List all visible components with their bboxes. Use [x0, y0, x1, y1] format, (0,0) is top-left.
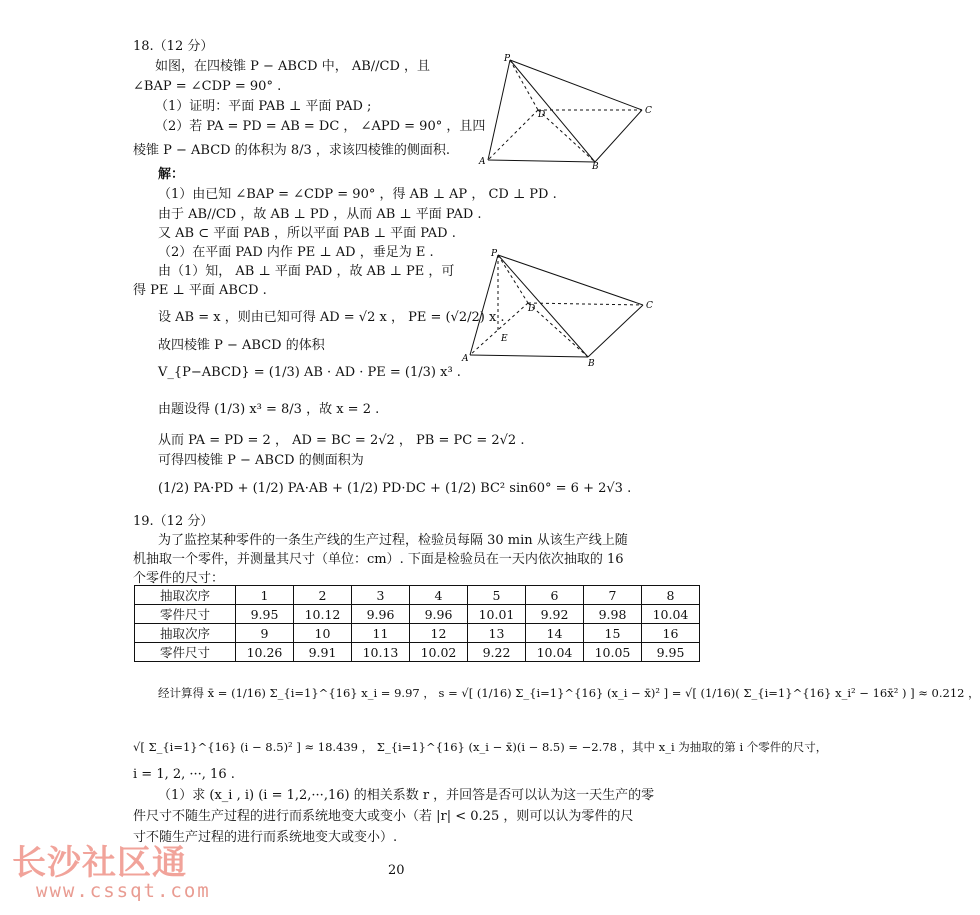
formula-line: i = 1, 2, ···, 16 .: [133, 767, 235, 782]
label-D: D: [528, 304, 536, 314]
table-row: [135, 586, 700, 605]
q19-header: 19.（12 分）: [133, 514, 214, 529]
pyramid-figure-1: [470, 50, 660, 170]
table-cell: 9.98: [584, 605, 642, 624]
table-cell: 9.22: [468, 643, 526, 662]
table-cell: 10.01: [468, 605, 526, 624]
table-cell: 10: [294, 624, 352, 643]
table-cell: 零件尺寸: [135, 605, 236, 624]
q19-part1-line: 寸不随生产过程的进行而系统地变大或变小）.: [133, 830, 398, 845]
label-D: D: [538, 110, 546, 120]
table-cell: 7: [584, 586, 642, 605]
table-cell: 6: [526, 586, 584, 605]
q19-line: 为了监控某种零件的一条生产线的生产过程，检验员每隔 30 min 从该生产线上随: [158, 533, 628, 548]
table-cell: 10.12: [294, 605, 352, 624]
solution-line: （2）在平面 PAD 内作 PE ⊥ AD ，垂足为 E .: [158, 245, 434, 260]
parts-table-2: [134, 623, 700, 662]
pyramid-figure-2: [458, 245, 658, 370]
solution-line: 得 PE ⊥ 平面 ABCD .: [133, 283, 267, 298]
table-cell: 11: [352, 624, 410, 643]
parts-table-1: [134, 585, 700, 624]
solution-line: 由题设得 (1/3) x³ = 8/3 ，故 x = 2 .: [158, 402, 380, 417]
label-C: C: [646, 301, 653, 311]
table-cell: 9.95: [642, 643, 700, 662]
label-A: A: [479, 157, 486, 167]
table-cell: 2: [294, 586, 352, 605]
solution-line: 又 AB ⊂ 平面 PAB ，所以平面 PAB ⊥ 平面 PAD .: [158, 226, 456, 241]
table-cell: 1: [236, 586, 294, 605]
label-A: A: [462, 354, 469, 364]
label-C: C: [645, 106, 652, 116]
q19-line: 个零件的尺寸：: [133, 571, 225, 586]
table-cell: 9.96: [410, 605, 468, 624]
table-row: [135, 605, 700, 624]
q18-line: ∠BAP = ∠CDP = 90° .: [133, 79, 282, 94]
solution-line: V_{P−ABCD} = (1/3) AB · AD · PE = (1/3) x³ .: [158, 365, 461, 380]
q19-line: 机抽取一个零件，并测量其尺寸（单位：cm）. 下面是检验员在一天内依次抽取的 16: [133, 552, 624, 567]
table-cell: 14: [526, 624, 584, 643]
q18-line: 如图，在四棱锥 P − ABCD 中， AB//CD ，且: [155, 59, 431, 74]
table-cell: 9: [236, 624, 294, 643]
table-cell: 10.05: [584, 643, 642, 662]
solution-line: 故四棱锥 P − ABCD 的体积: [158, 338, 325, 353]
table-cell: 10.04: [642, 605, 700, 624]
q18-line: （1）证明：平面 PAB ⊥ 平面 PAD ;: [155, 99, 372, 114]
q18-line: 棱锥 P − ABCD 的体积为 8/3 ，求该四棱锥的侧面积.: [133, 143, 451, 158]
table-cell: 9.95: [236, 605, 294, 624]
table-cell: 10.02: [410, 643, 468, 662]
q18-line: （2）若 PA = PD = AB = DC ， ∠APD = 90° ，且四: [155, 119, 486, 134]
solution-label: 解：: [158, 167, 185, 182]
table-cell: 16: [642, 624, 700, 643]
label-P: P: [504, 54, 511, 64]
q18-header: 18.（12 分）: [133, 39, 214, 54]
solution-line: (1/2) PA·PD + (1/2) PA·AB + (1/2) PD·DC + (1/2) BC² sin60° = 6 + 2√3 .: [158, 481, 632, 496]
watermark-url: www.cssqt.com: [36, 880, 211, 902]
solution-line: （1）由已知 ∠BAP = ∠CDP = 90° ，得 AB ⊥ AP ， CD ⊥ PD .: [158, 187, 557, 202]
table-cell: 10.04: [526, 643, 584, 662]
page-number: 20: [388, 863, 405, 878]
table-row: [135, 643, 700, 662]
table-cell: 9.96: [352, 605, 410, 624]
table-cell: 10.13: [352, 643, 410, 662]
q19-part1-line: 件尺寸不随生产过程的进行而系统地变大或变小（若 |r| < 0.25 ，则可以认为零件的尺: [133, 809, 634, 824]
solution-line: 由（1）知， AB ⊥ 平面 PAD ，故 AB ⊥ PE ，可: [158, 264, 455, 279]
table-cell: 抽取次序: [135, 586, 236, 605]
solution-line: 从而 PA = PD = 2 ， AD = BC = 2√2 ， PB = PC = 2√2 .: [158, 433, 525, 448]
solution-line: 可得四棱锥 P − ABCD 的侧面积为: [158, 453, 364, 468]
solution-line: 设 AB = x ，则由已知可得 AD = √2 x ， PE = (√2/2) x .: [158, 310, 505, 325]
table-cell: 13: [468, 624, 526, 643]
solution-line: 由于 AB//CD ，故 AB ⊥ PD ，从而 AB ⊥ 平面 PAD .: [158, 207, 482, 222]
label-B: B: [592, 162, 599, 172]
formula-line: 经计算得 x̄ = (1/16) Σ_{i=1}^{16} x_i = 9.97 ， s = √[ (1/16) Σ_{i=1}^{16} (x_i − x̄)² ] = √[ (1/16)( Σ_{i=1}^{16} x_i² − 16x̄² ) ] ≈ 0.212 ，: [158, 686, 980, 700]
table-cell: 抽取次序: [135, 624, 236, 643]
table-cell: 3: [352, 586, 410, 605]
table-cell: 零件尺寸: [135, 643, 236, 662]
label-E: E: [501, 334, 508, 344]
table-cell: 9.91: [294, 643, 352, 662]
formula-line: √[ Σ_{i=1}^{16} (i − 8.5)² ] ≈ 18.439 ， Σ_{i=1}^{16} (x_i − x̄)(i − 8.5) = −2.78 ，其中 x_i 为抽取的第 i 个零件的尺寸，: [133, 740, 828, 754]
table-row: [135, 624, 700, 643]
watermark-title: 长沙社区通: [12, 843, 187, 883]
table-cell: 4: [410, 586, 468, 605]
table-cell: 9.92: [526, 605, 584, 624]
table-cell: 10.26: [236, 643, 294, 662]
table-cell: 5: [468, 586, 526, 605]
table-cell: 12: [410, 624, 468, 643]
q19-part1-line: （1）求 (x_i , i) (i = 1,2,···,16) 的相关系数 r ，并回答是否可以认为这一天生产的零: [158, 788, 655, 803]
label-B: B: [588, 359, 595, 369]
label-P: P: [491, 249, 498, 259]
table-cell: 15: [584, 624, 642, 643]
table-cell: 8: [642, 586, 700, 605]
